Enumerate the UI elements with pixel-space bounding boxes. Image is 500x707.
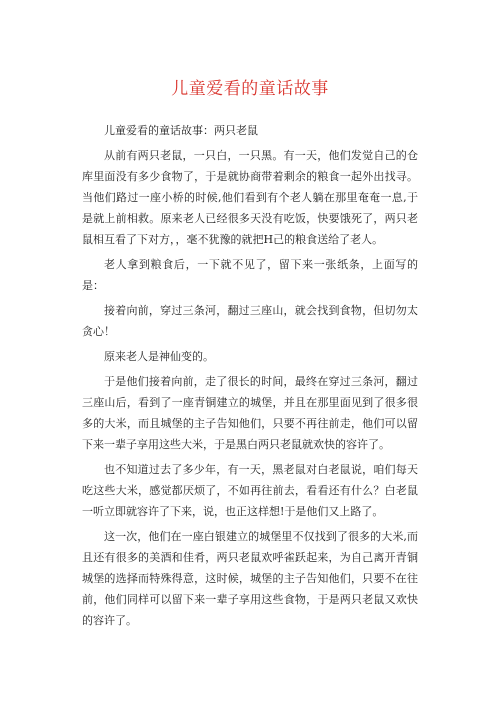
document-title: 儿童爱看的童话故事 [171,79,329,99]
paragraph: 原来老人是神仙变的。 [104,350,214,363]
paragraph: 接着向前，穿过三条河，翻过三座山，就会找到食物，但切勿太贪心！ [82,304,418,338]
paragraph: 老人拿到粮食后，一下就不见了，留下来一张纸条，上面写的是： [82,258,418,292]
paragraph-subtitle: 儿童爱看的童话故事：两只老鼠 [104,124,258,137]
paragraph: 于是他们接着向前，走了很长的时间，最终在穿过三条河，翻过三座山后，看到了一座青铜建立的城堡，并且在那里面见到了很多很多的大米，而且城堡的主子告知他们，只要不再往前走，他们可以留下来一辈子享用这些大米，于是黑白两只老鼠就欢快的容许了。 [82,375,418,451]
paragraph: 从前有两只老鼠，一只白，一只黑。有一天，他们发觉自己的仓库里面没有多少食物了，于是就协商带着剩余的粮食一起外出找寻。当他们路过一座小桥的时候,他们看到有个老人躺在那里奄奄一息,于是就上前相救。原来老人已经很多天没有吃饭，快要饿死了，两只老鼠相互看了下对方，，毫不犹豫的就把H己的粮食送给了老人。 [82,149,418,246]
paragraph: 也不知道过去了多少年，有一天，黑老鼠对白老鼠说，咱们每天吃这些大米，感觉都厌烦了，不如再往前去，看看还有什么？白老鼠一听立即就容许了下来，说，也正这样想!于是他们又上路了。 [82,463,418,518]
document-body [82,120,418,631]
paragraph: 这一次，他们在一座白银建立的城堡里不仅找到了很多的大米,而且还有很多的美酒和佳肴，两只老鼠欢呼雀跃起来，为自己离开青铜城堡的选择而特殊得意，这时候，城堡的主子告知他们，只要不在往前，他们同样可以留下来一辈子享用这些食物，于是两只老鼠又欢快的容许了。 [82,530,418,627]
